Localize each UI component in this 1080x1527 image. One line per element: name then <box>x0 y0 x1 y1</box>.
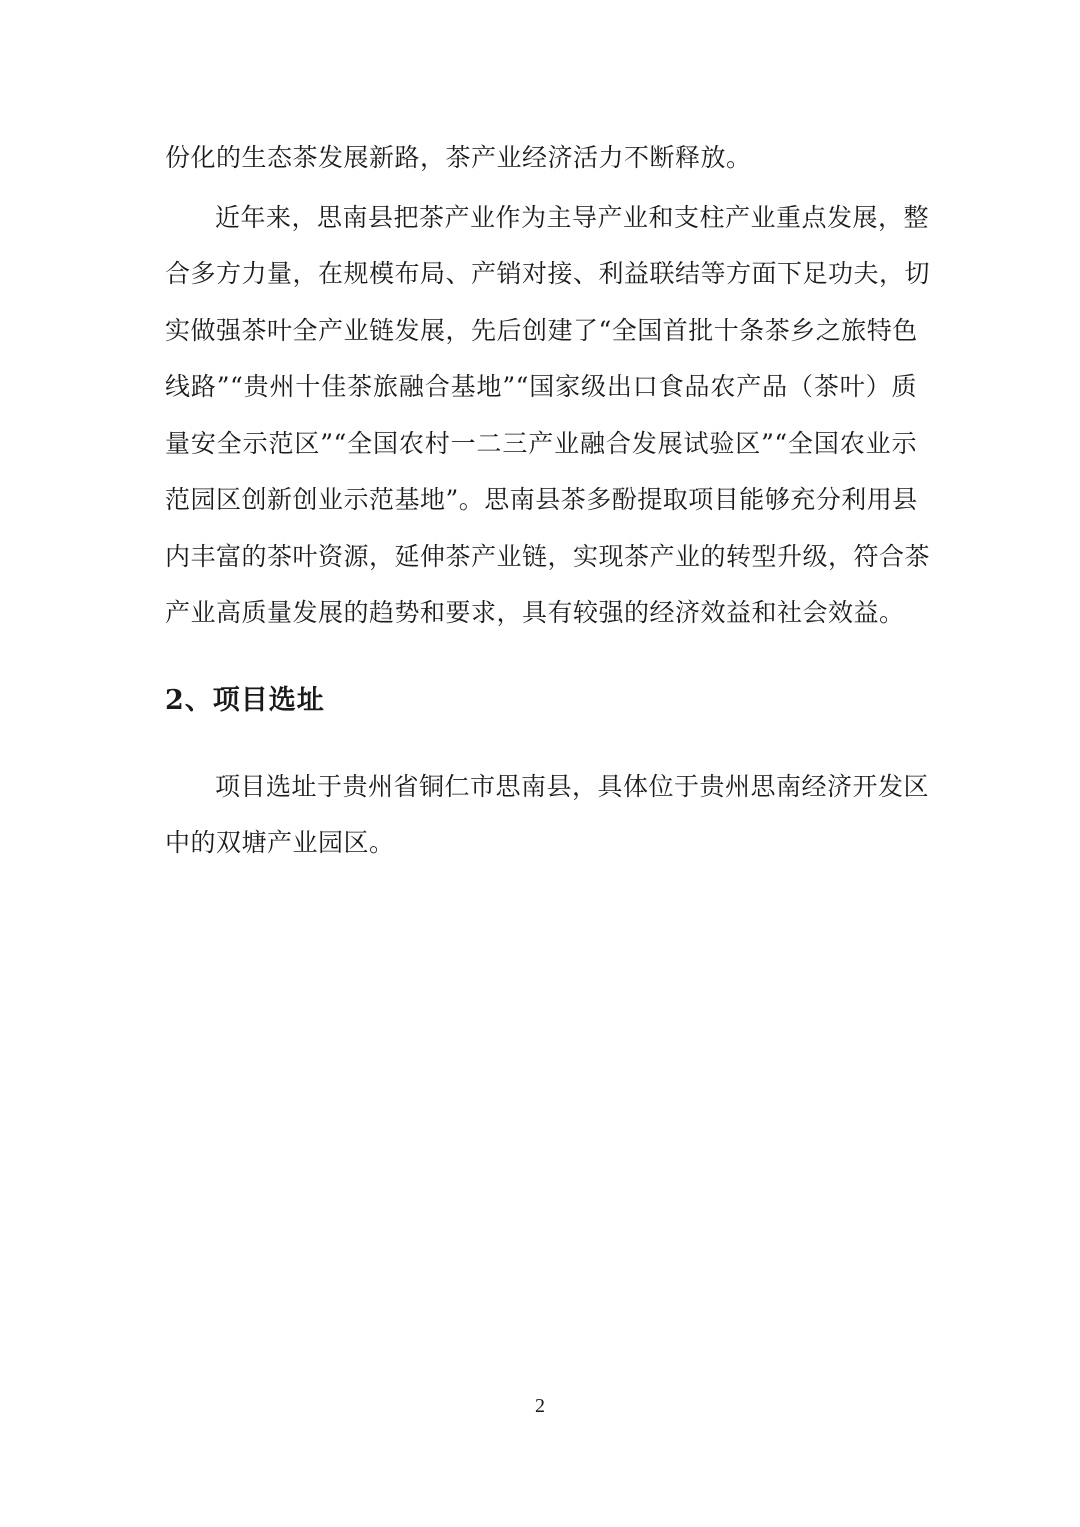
page-number: 2 <box>535 1395 545 1417</box>
section-heading: 2、项目选址 <box>165 685 325 716</box>
text-line: 范园区创新创业示范基地”。思南县茶多酚提取项目能够充分利用县 <box>165 485 918 514</box>
text-line: 项目选址于贵州省铜仁市思南县，具体位于贵州思南经济开发区 <box>215 772 930 801</box>
text-line: 产业高质量发展的趋势和要求，具有较强的经济效益和社会效益。 <box>165 598 905 627</box>
text-line: 实做强茶叶全产业链发展，先后创建了“全国首批十条茶乡之旅特色 <box>165 316 918 345</box>
text-line: 份化的生态茶发展新路，茶产业经济活力不断释放。 <box>165 143 752 172</box>
text-line: 量安全示范区”“全国农村一二三产业融合发展试验区”“全国农业示 <box>165 429 917 458</box>
text-line: 内丰富的茶叶资源，延伸茶产业链，实现茶产业的转型升级，符合茶 <box>165 542 931 571</box>
text-line: 近年来，思南县把茶产业作为主导产业和支柱产业重点发展，整 <box>215 203 930 232</box>
text-line: 合多方力量，在规模布局、产销对接、利益联结等方面下足功夫，切 <box>165 259 931 288</box>
text-line: 中的双塘产业园区。 <box>165 828 395 857</box>
text-line: 线路”“贵州十佳茶旅融合基地”“国家级出口食品农产品（茶叶）质 <box>165 372 917 401</box>
